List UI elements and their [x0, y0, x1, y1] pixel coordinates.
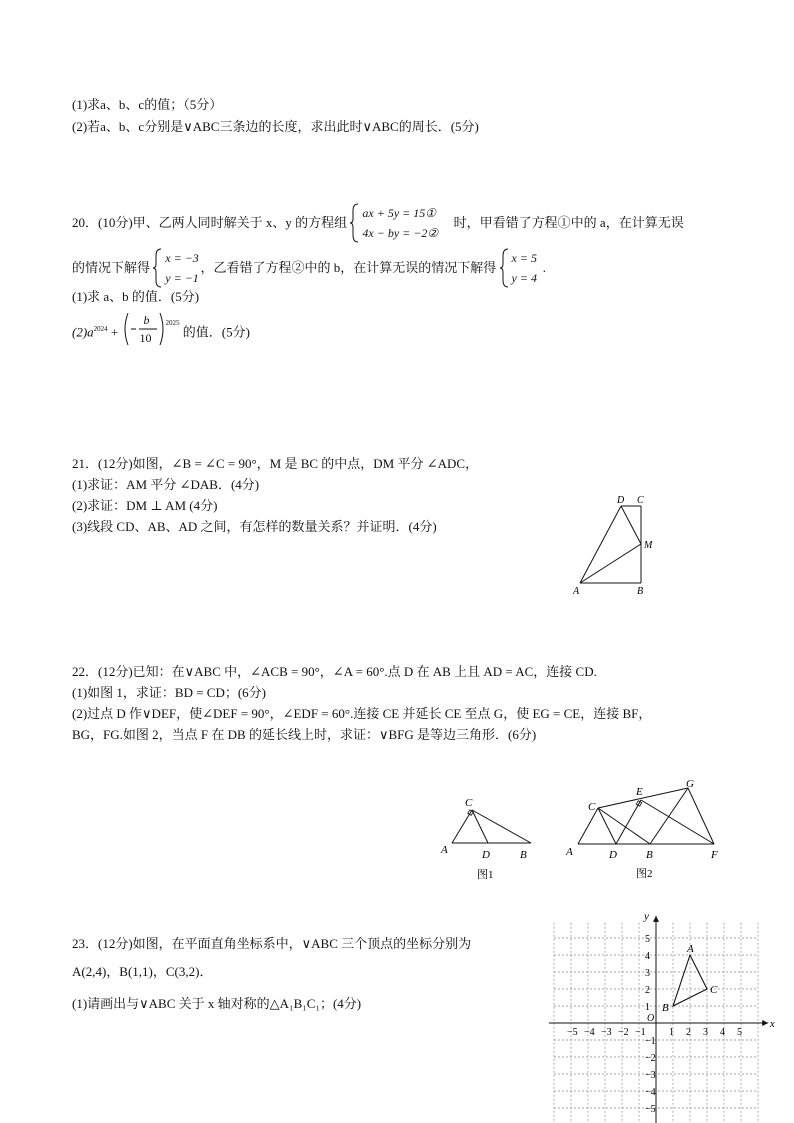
q20-p2-b: 的值．(5分): [182, 324, 250, 340]
q20-line2: [72, 251, 547, 285]
x-tick-label: 4: [720, 1027, 725, 1038]
fig1-label-c: C: [465, 797, 473, 809]
fig2-seg-ef: [641, 800, 714, 844]
q21-label-c: C: [637, 495, 644, 506]
q22-figure2: [560, 775, 730, 880]
q20-p2-plus: +: [110, 324, 119, 340]
x-axis-arrow: [762, 1020, 768, 1026]
q22-figure1: [435, 790, 545, 882]
q20-p2-fraction: [122, 313, 166, 345]
y-axis-arrow: [653, 916, 659, 922]
fig2-seg-cg: [598, 788, 688, 808]
fig1-caption: 图1: [477, 869, 494, 881]
y-tick-label: −1: [645, 1036, 656, 1047]
q21-seg-ad: [580, 506, 621, 583]
axes: [549, 916, 768, 1123]
q20-p2-exp1: 2024: [93, 325, 108, 333]
y-axis-label: y: [644, 910, 649, 923]
q21-part1: (1)求证：AM 平分 ∠DAB．(4分): [72, 477, 260, 492]
q20-sol2: [500, 251, 540, 285]
point-label-a: A: [687, 943, 694, 955]
q21-part3: (3)线段 CD、AB、AD 之间，有怎样的数量关系？并证明．(4分): [72, 519, 437, 534]
q20-part2: [72, 313, 250, 350]
q20-sol1-x: x = −3: [165, 251, 199, 265]
y-tick-label: −5: [645, 1104, 656, 1115]
q20-line2-c: .: [542, 260, 547, 275]
q22-part1: (1)如图 1，求证：BD = CD；(6分): [72, 685, 267, 700]
q20-sol2-brace: [500, 248, 510, 288]
q19-part1: (1)求a、b、c的值；（5分）: [72, 97, 223, 112]
x-tick-label: −4: [584, 1027, 595, 1038]
x-tick-label: 1: [669, 1027, 674, 1038]
q20-line2-b: ，乙看错了方程②中的 b，在计算无误的情况下解得: [200, 260, 497, 275]
x-tick-label: −5: [567, 1027, 578, 1038]
q21-label-a: A: [573, 586, 580, 597]
q21-figure: [565, 490, 665, 600]
fig1-label-b: B: [520, 849, 527, 861]
q20-system-brace: [350, 203, 360, 243]
q20-sol1-brace: [153, 248, 163, 288]
fig2-seg-bg: [650, 788, 688, 844]
fig2-seg-cd: [598, 808, 616, 844]
q20-system: [350, 206, 450, 240]
y-tick-label: 5: [645, 934, 650, 945]
q20-p2-num: b: [143, 313, 150, 327]
fig2-label-a: A: [566, 846, 573, 858]
q21-label-d: D: [617, 495, 625, 506]
x-tick-label: 5: [737, 1027, 742, 1038]
q20-eq2: 4x − by = −2②: [362, 226, 439, 240]
fig2-label-b: B: [646, 849, 653, 861]
y-tick-label: 2: [645, 985, 650, 996]
y-tick-label: −4: [645, 1087, 656, 1098]
q20-p2-a: (2)a: [72, 324, 94, 340]
fig2-label-e: E: [636, 786, 643, 798]
point-label-b: B: [662, 1002, 669, 1014]
fig2-label-f: F: [711, 849, 718, 861]
fig2-seg-cb: [598, 808, 650, 844]
q20-line1-a: 20．(10分)甲、乙两人同时解关于 x、y 的方程组: [72, 215, 348, 230]
q22-part2b: BG，FG.如图 2，当点 F 在 DB 的延长线上时，求证：∨BFG 是等边三角形．(6分): [72, 727, 537, 742]
q21-label-m: M: [644, 540, 653, 551]
fig2-seg-de: [616, 800, 641, 844]
q23-coordinate-grid: [550, 910, 775, 1120]
x-tick-label: −3: [601, 1027, 612, 1038]
y-tick-label: 4: [645, 951, 650, 962]
fig1-label-a: A: [441, 844, 448, 856]
q22-part2a: (2)过点 D 作∨DEF，使∠DEF = 90°，∠EDF = 60°.连接 CE 并延长 CE 至点 G，使 EG = CE，连接 BF，: [72, 706, 652, 721]
q20-eq1: ax + 5y = 15①: [362, 206, 437, 220]
point-label-c: C: [710, 984, 718, 996]
x-tick-label: 3: [703, 1027, 708, 1038]
q22-line1: 22．(12分)已知：在∨ABC 中，∠ACB = 90°，∠A = 60°.点 D 在 AB 上且 AD = AC，连接 CD.: [72, 664, 597, 679]
q20-sol1: [153, 251, 199, 285]
q20-line1: [72, 206, 684, 240]
tick-labels: [567, 910, 775, 1115]
q20-p2-exp2: 2025: [165, 319, 180, 327]
x-tick-label: −2: [618, 1027, 629, 1038]
fig1-seg-cb: [472, 810, 531, 843]
q20-line2-a: 的情况下解得: [72, 260, 151, 275]
q23-line1: 23．(12分)如图，在平面直角坐标系中，∨ABC 三个顶点的坐标分别为: [72, 936, 472, 951]
q23-part1: (1)请画出与∨ABC 关于 x 轴对称的△A₁B₁C₁；(4分): [72, 996, 362, 1011]
q23-line2: A(2,4)，B(1,1)，C(3,2)．: [72, 964, 213, 979]
fig2-label-g: G: [686, 778, 694, 790]
fig2-label-d: D: [609, 849, 617, 861]
q20-sol2-y: y = 4: [511, 271, 537, 285]
y-tick-label: −2: [645, 1053, 656, 1064]
q19-part2: (2)若a、b、c分别是∨ABC三条边的长度，求出此时∨ABC的周长．(5分): [72, 119, 479, 134]
x-tick-label: −1: [635, 1027, 646, 1038]
x-axis-label: x: [769, 1018, 775, 1030]
q21-line1: 21．(12分)如图，∠B = ∠C = 90°，M 是 BC 的中点，DM 平分 ∠ADC，: [72, 456, 479, 471]
x-tick-label: 2: [686, 1027, 691, 1038]
fig2-seg-ac: [578, 808, 598, 844]
origin-label: O: [647, 1013, 655, 1024]
q21-label-b: B: [637, 586, 644, 597]
q21-part2: (2)求证：DM ⊥ AM (4分): [72, 498, 218, 513]
q21-seg-am: [580, 544, 641, 583]
y-tick-label: 1: [645, 1002, 650, 1013]
fig2-label-c: C: [588, 801, 596, 813]
y-tick-label: 3: [645, 968, 650, 979]
q20-line1-b: 时，甲看错了方程①中的 a，在计算无误: [453, 215, 684, 230]
fig1-seg-ac: [452, 810, 472, 843]
q20-p2-den: 10: [139, 331, 152, 345]
q20-sol1-y: y = −1: [165, 271, 199, 285]
q20-part1: (1)求 a、b 的值．(5分): [72, 289, 200, 304]
fig2-caption: 图2: [636, 868, 653, 880]
q20-sol2-x: x = 5: [511, 251, 537, 265]
fig1-label-d: D: [482, 849, 490, 861]
y-tick-label: −3: [645, 1070, 656, 1081]
q21-seg-dm: [621, 506, 641, 544]
